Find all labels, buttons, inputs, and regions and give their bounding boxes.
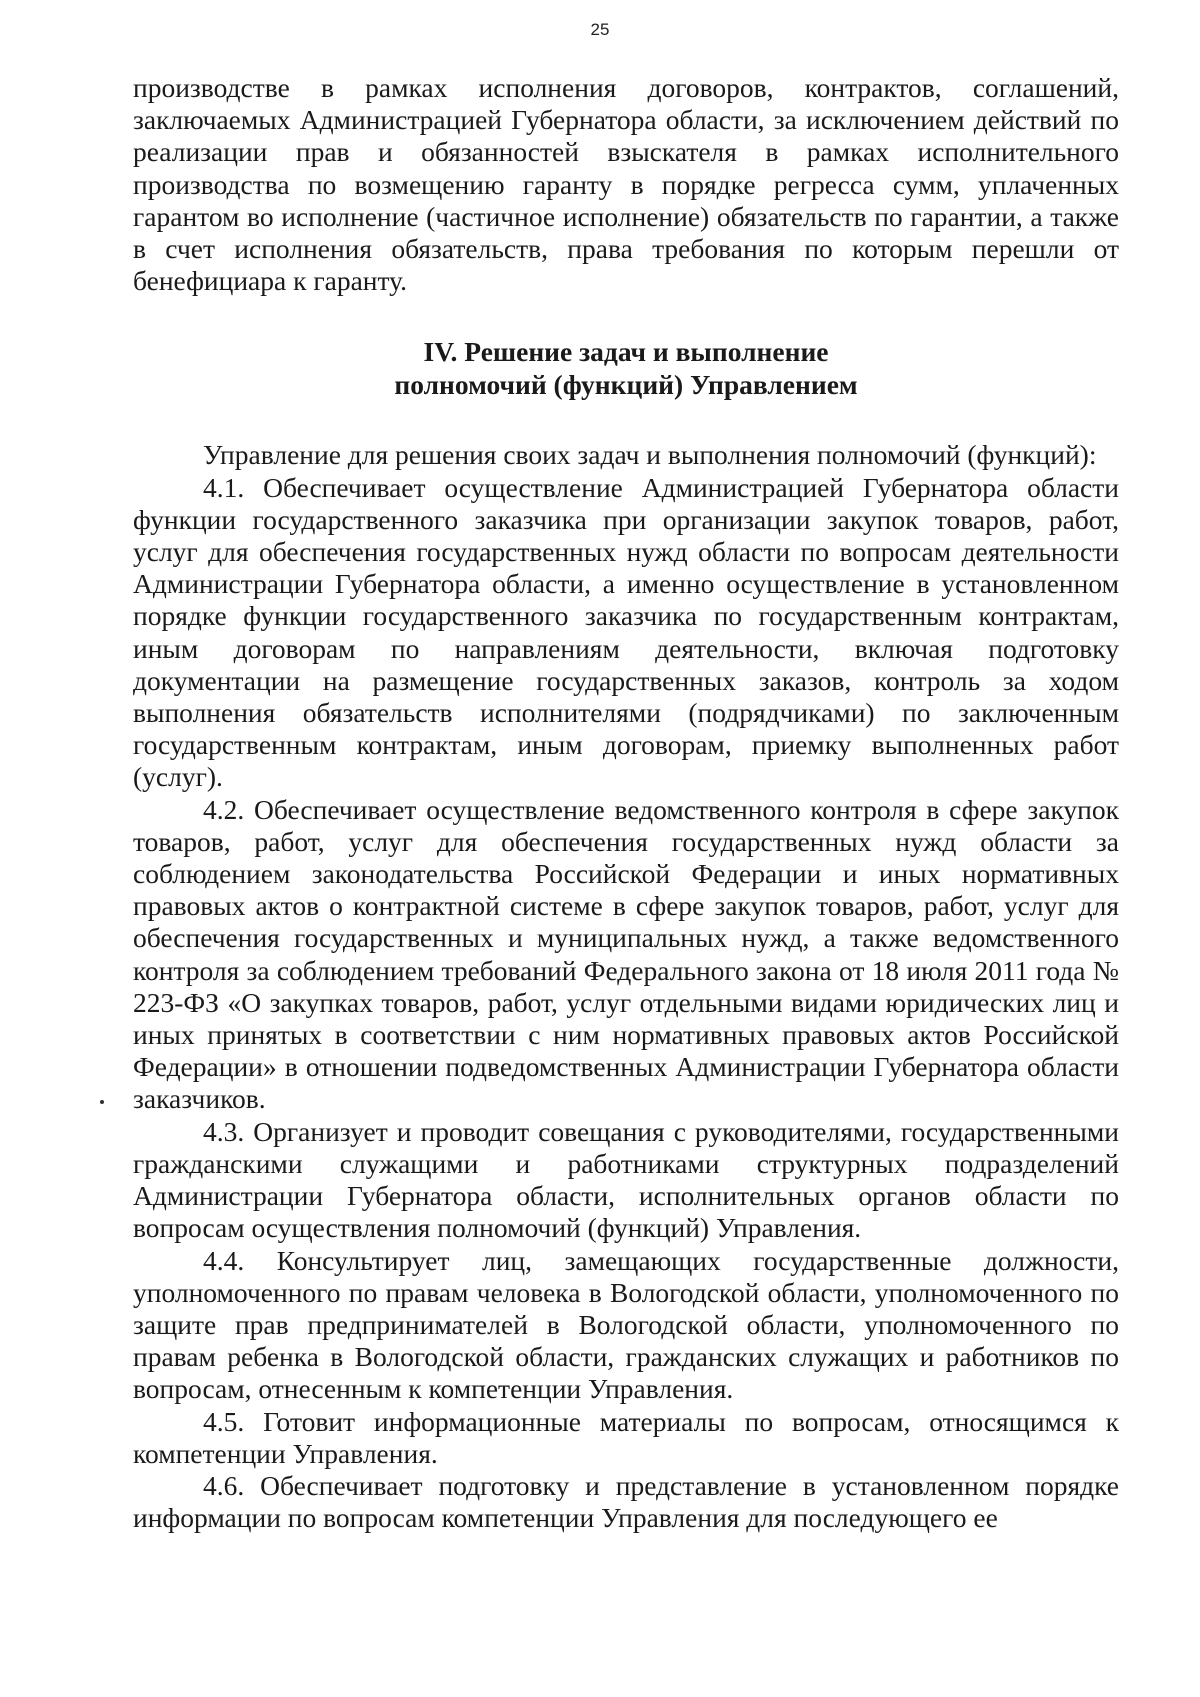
item-4-3: 4.3. Организует и проводит совещания с руководителями, государственными гражданскими служащими и работниками структурных подразделений Администрации Губернатора области, исполнительных органов области по вопросам осуществления полномочий (функций) Управления. <box>133 1115 1119 1244</box>
item-4-1: 4.1. Обеспечивает осуществление Администрацией Губернатора области функции государственного заказчика при организации закупок товаров, работ, услуг для обеспечения государственных нужд области по вопросам деятельности Администрации Губернатора области, а именно осуществление в установленном порядке функции государственного заказчика по государственным контрактам, иным договорам по направлениям деятельности, включая подготовку документации на размещение государственных заказов, контроль за ходом выполнения обязательств исполнителями (подрядчиками) по заключенным государственным контрактам, иным договорам, приемку выполненных работ (услуг). <box>133 471 1119 793</box>
section-heading-line-2: полномочий (функций) Управлением <box>394 369 858 401</box>
item-4-6: 4.6. Обеспечивает подготовку и представление в установленном порядке информации по вопросам компетенции Управления для последующего ее <box>133 1469 1119 1534</box>
lead-paragraph: Управление для решения своих задач и выполнения полномочий (функций): <box>203 439 1097 471</box>
page-number: 25 <box>590 20 610 39</box>
section-heading-line-1: IV. Решение задач и выполнение <box>423 336 829 368</box>
document-body <box>133 72 1119 1534</box>
item-4-2: 4.2. Обеспечивает осуществление ведомственного контроля в сфере закупок товаров, работ, услуг для обеспечения государственных нужд области за соблюдением законодательства Российской Федерации и иных нормативных правовых актов о контрактной системе в сфере закупок товаров, работ, услуг для обеспечения государственных и муниципальных нужд, а также ведомственного контроля за соблюдением требований Федерального закона от 18 июля 2011 года № 223-ФЗ «О закупках товаров, работ, услуг отдельными видами юридических лиц и иных принятых в соответствии с ним нормативных правовых актов Российской Федерации» в отношении подведомственных Администрации Губернатора области заказчиков. <box>133 793 1119 1115</box>
item-4-4: 4.4. Консультирует лиц, замещающих государственные должности, уполномоченного по правам человека в Вологодской области, уполномоченного по защите прав предпринимателей в Вологодской области, уполномоченного по правам ребенка в Вологодской области, гражданских служащих и работников по вопросам, отнесенным к компетенции Управления. <box>133 1244 1119 1405</box>
item-4-5: 4.5. Готовит информационные материалы по вопросам, относящимся к компетенции Управления. <box>133 1405 1119 1469</box>
section-heading <box>133 335 1119 401</box>
scan-speck <box>100 1100 104 1104</box>
intro-paragraph: производстве в рамках исполнения договоров, контрактов, соглашений, заключаемых Администрацией Губернатора области, за исключением действий по реализации прав и обязанностей взыскателя в рамках исполнительного производства по возмещению гаранту в порядке регресса сумм, уплаченных гарантом во исполнение (частичное исполнение) обязательств по гарантии, а также в счет исполнения обязательств, права требования по которым перешли от бенефициара к гаранту. <box>133 72 1119 297</box>
